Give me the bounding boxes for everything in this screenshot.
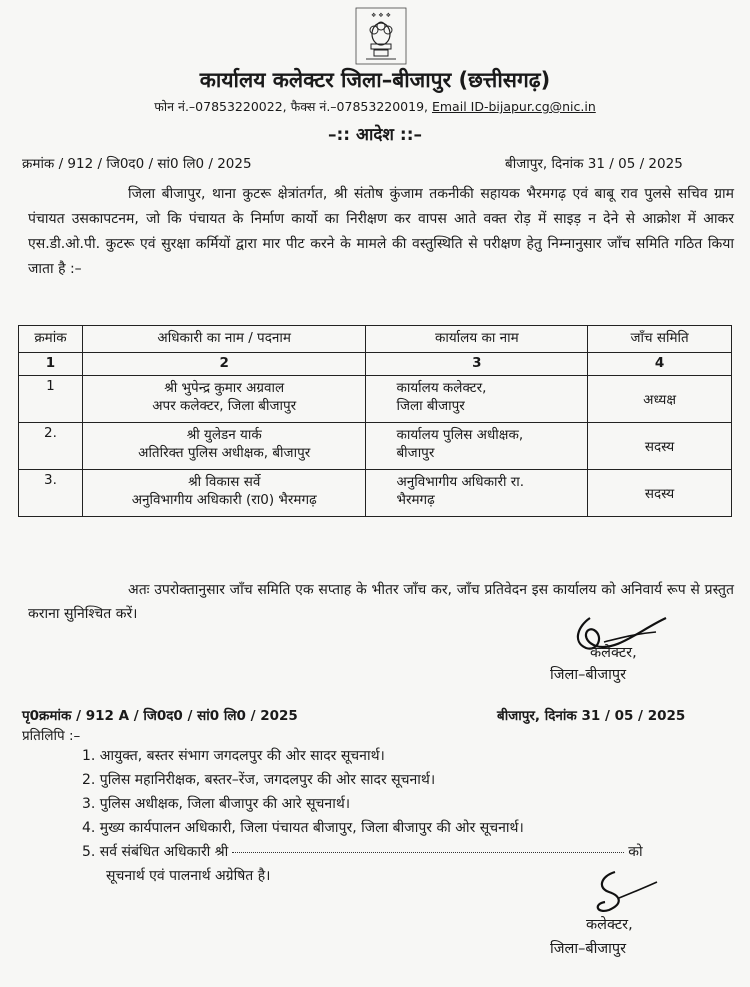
blank-fill-line [232,852,624,853]
office-title: कार्यालय कलेक्टर जिला–बीजापुर (छत्तीसगढ़) [199,68,551,92]
signature-2-district: जिला–बीजापुर [550,941,627,957]
contact-phone-fax: फोन नं.–07853220022, फैक्स नं.–07853220019, [154,99,432,114]
signature-1-title: कलेक्टर, [590,645,637,661]
list-item-continuation: सूचनार्थ एवं पालनार्थ अग्रेषित है। [106,868,271,884]
office-cell [366,470,588,517]
order-place-date: बीजापुर, दिनांक 31 / 05 / 2025 [505,156,683,172]
header-serial: क्रमांक [19,326,83,353]
office-line: भैरमगढ़ [396,492,435,508]
table-row [19,423,732,470]
signature-mark-icon [575,868,665,920]
officer-designation: अपर कलेक्टर, जिला बीजापुर [152,398,297,414]
order-heading: –:: आदेश ::– [328,125,422,145]
office-cell [366,376,588,423]
officer-cell [82,470,366,517]
officer-designation: अतिरिक्त पुलिस अधीक्षक, बीजापुर [138,445,311,461]
signature-1-district: जिला–बीजापुर [550,667,627,683]
officer-cell [82,423,366,470]
index-cell: 3 [366,353,588,376]
index-cell: 1 [19,353,83,376]
list-item [82,840,643,864]
index-cell: 4 [588,353,732,376]
office-line: जिला बीजापुर [396,398,465,414]
office-cell [366,423,588,470]
serial-cell: 2. [19,423,83,470]
serial-cell: 3. [19,470,83,517]
role-cell: सदस्य [588,423,732,470]
endorsement-place-date: बीजापुर, दिनांक 31 / 05 / 2025 [497,708,686,724]
header-committee-role: जाँच समिति [588,326,732,353]
list-item: 3. पुलिस अधीक्षक, जिला बीजापुर की आरे सूचनार्थ। [82,796,351,812]
office-line: कार्यालय कलेक्टर, [396,380,487,396]
list-item: 1. आयुक्त, बस्तर संभाग जगदलपुर की ओर सादर सूचनार्थ। [82,748,385,764]
svg-text:❖ ❖ ❖: ❖ ❖ ❖ [371,12,391,19]
table-index-row [19,353,732,376]
signature-2-title: कलेक्टर, [586,917,633,933]
role-cell: सदस्य [588,470,732,517]
table-header-row [19,326,732,353]
order-paragraph: जिला बीजापुर, थाना कुटरू क्षेत्रांतर्गत, श्री संतोष कुंजाम तकनीकी सहायक भैरमगढ़ एवं बाबू राव पुलसे सचिव ग्राम पंचायत उसकापटनम, जो कि पंचायत के निर्माण कार्यो का निरीक्षण कर वापस आते वक्त रोड़ में साइड़ न देने से आक्रोश में आकर एस.डी.ओ.पी. कुटरू एवं सुरक्षा कर्मियों द्वारा मार पीट करने के मामले की वस्तुस्थिति से परीक्षण हेतु निम्नानुसार जाँच समिति गठित किया जाता है :– [28,186,734,277]
table-row [19,470,732,517]
item5-suffix: को [628,844,643,860]
officer-name: श्री विकास सर्वे [188,474,261,490]
copy-to-list [82,744,643,888]
copy-to-label: प्रतिलिपि :– [22,728,81,744]
header-office: कार्यालय का नाम [366,326,588,353]
index-cell: 2 [82,353,366,376]
officer-name: श्री युलेडन यार्क [186,427,262,443]
endorsement-reference-number: पृ0क्रमांक / 912 A / जि0द0 / सां0 लि0 / 2025 [22,708,298,724]
state-emblem-icon [354,6,408,66]
office-line: बीजापुर [396,445,435,461]
office-line: कार्यालय पुलिस अधीक्षक, [396,427,524,443]
contact-line [0,98,750,115]
list-item: 4. मुख्य कार्यपालन अधिकारी, जिला पंचायत बीजापुर, जिला बीजापुर की ओर सूचनार्थ। [82,820,524,836]
header-officer: अधिकारी का नाम / पदनाम [82,326,366,353]
serial-cell: 1 [19,376,83,423]
role-cell: अध्यक्ष [588,376,732,423]
order-reference-number: क्रमांक / 912 / जि0द0 / सां0 लि0 / 2025 [22,156,252,172]
contact-email: Email ID-bijapur.cg@nic.in [431,99,596,114]
office-line: अनुविभागीय अधिकारी रा. [396,474,525,490]
item5-prefix: 5. सर्व संबंधित अधिकारी श्री [82,844,229,860]
table-row [19,376,732,423]
officer-designation: अनुविभागीय अधिकारी (रा0) भैरमगढ़ [131,492,317,508]
list-item: 2. पुलिस महानिरीक्षक, बस्तर–रेंज, जगदलपुर की ओर सादर सूचनार्थ। [82,772,436,788]
committee-table [18,325,732,517]
officer-cell [82,376,366,423]
closing-paragraph: अतः उपरोक्तानुसार जाँच समिति एक सप्ताह के भीतर जाँच कर, जाँच प्रतिवेदन इस कार्यालय को अनिवार्य रूप से प्रस्तुत कराना सुनिश्चित करें। [28,582,734,622]
officer-name: श्री भुपेन्द्र कुमार अग्रवाल [164,380,285,396]
